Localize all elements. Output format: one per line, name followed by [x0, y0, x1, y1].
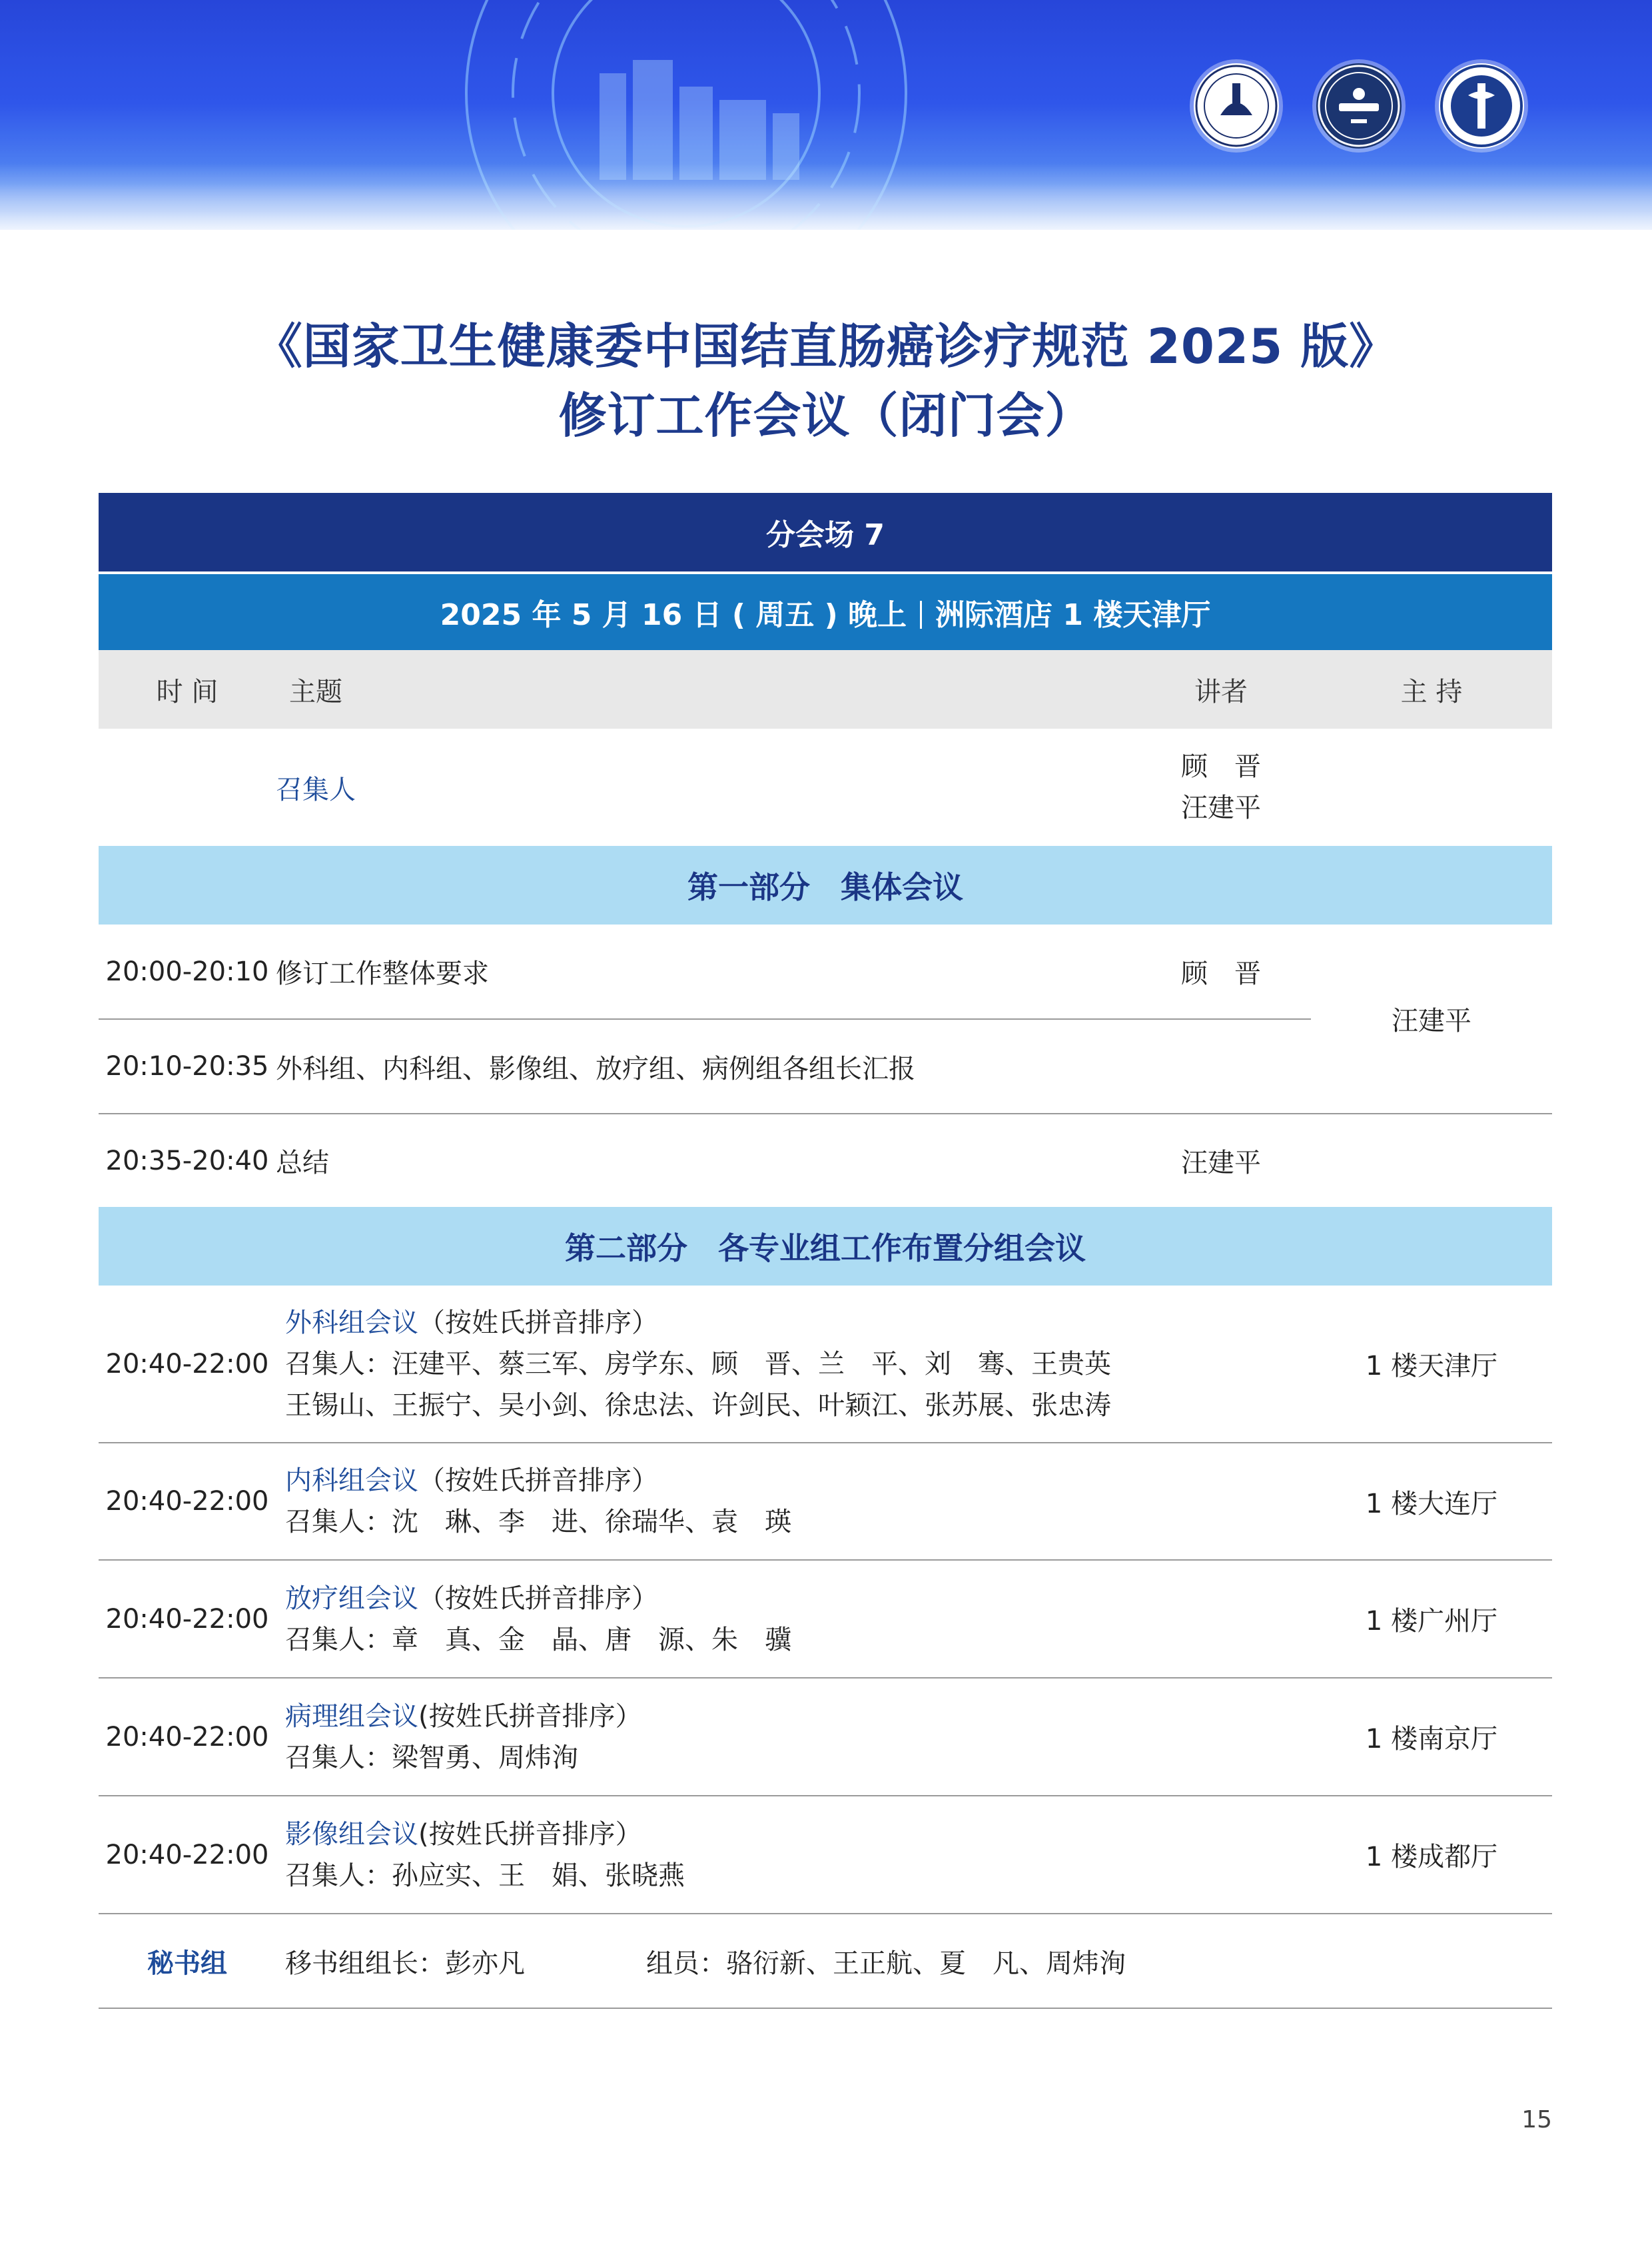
part2-row-5-line1: 召集人：孙应实、王 娟、张晓燕: [285, 1860, 685, 1891]
part2-row-3-content: [276, 1560, 1311, 1678]
part2-row-surgery: [99, 1286, 1552, 1443]
part1-row-1-topic: 修订工作整体要求: [276, 925, 1131, 1019]
zhejiang-anti-cancer-association-logo: [1439, 63, 1524, 149]
convener-label: 召集人: [276, 774, 356, 805]
part2-row-pathology: [99, 1678, 1552, 1796]
zhejiang-university-logo: [1194, 63, 1279, 149]
part2-row-5-heading: [285, 1814, 1311, 1855]
part1-row-3-time: 20:35-20:40: [105, 1145, 269, 1176]
part2-row-1-line2: 王锡山、王振宁、吴小剑、徐忠法、许剑民、叶颖江、张苏展、张忠涛: [285, 1389, 1111, 1421]
part2-row-1-group: 外科组会议: [285, 1307, 418, 1338]
part2-row-1-line1: 召集人：汪建平、蔡三军、房学东、顾 晋、兰 平、刘 骞、王贵英: [285, 1348, 1111, 1379]
column-header-row: [99, 650, 1552, 729]
date-venue-separator: [920, 601, 922, 629]
part2-title: 第二部分 各专业组工作布置分组会议: [99, 1207, 1552, 1286]
part1-row-3: [99, 1114, 1552, 1207]
col-topic-header: 主题: [276, 650, 1131, 729]
page-number: 15: [1521, 2106, 1552, 2133]
part2-row-1-content: [276, 1286, 1311, 1443]
zheyi-er-yuan-logo: [1316, 63, 1402, 149]
date-row: [99, 573, 1552, 650]
part1-row-1-speaker: 顾 晋: [1131, 925, 1311, 1019]
part2-row-3-room: 1 楼广州厅: [1311, 1560, 1552, 1678]
part2-row-3-time: 20:40-22:00: [99, 1560, 276, 1678]
secretariat-members: 组员：骆衍新、王正航、夏 凡、周炜洵: [646, 1948, 1126, 1979]
secretariat-row: [99, 1914, 1552, 2008]
part1-host: 汪建平: [1311, 925, 1552, 1114]
session-date: 2025 年 5 月 16 日 ( 周五 ) 晚上: [440, 598, 907, 632]
part2-row-3-note: （按姓氏拼音排序）: [418, 1583, 658, 1614]
convener-name-2: 汪建平: [1181, 793, 1261, 823]
session-venue: 洲际酒店 1 楼天津厅: [935, 598, 1211, 632]
part2-row-2-group: 内科组会议: [285, 1465, 418, 1496]
part2-row-5-time: 20:40-22:00: [99, 1796, 276, 1914]
part2-row-imaging: [99, 1796, 1552, 1914]
part1-row-2-topic: 外科组、内科组、影像组、放疗组、病例组各组长汇报: [276, 1019, 1131, 1114]
convener-row: [99, 729, 1552, 846]
part2-row-4-room: 1 楼南京厅: [1311, 1678, 1552, 1796]
part2-row-1-time: 20:40-22:00: [99, 1286, 276, 1443]
part2-row-radiotherapy: [99, 1560, 1552, 1678]
part1-header-row: [99, 846, 1552, 925]
part2-row-5-note: (按姓氏拼音排序）: [418, 1818, 642, 1850]
part2-row-3-heading: [285, 1578, 1311, 1619]
session-row: [99, 493, 1552, 573]
schedule-table: [99, 493, 1552, 2009]
part2-row-5-content: [276, 1796, 1311, 1914]
part2-row-4-time: 20:40-22:00: [99, 1678, 276, 1796]
part2-row-5-group: 影像组会议: [285, 1818, 418, 1850]
part2-row-3-group: 放疗组会议: [285, 1583, 418, 1614]
part2-row-2-room: 1 楼大连厅: [1311, 1443, 1552, 1560]
part2-row-4-heading: [285, 1696, 1311, 1737]
part1-row-1-time: 20:00-20:10: [99, 925, 276, 1019]
part1-row-2-time: 20:10-20:35: [99, 1019, 276, 1114]
part2-row-5-room: 1 楼成都厅: [1311, 1796, 1552, 1914]
part2-row-4-line1: 召集人：梁智勇、周炜洵: [285, 1742, 578, 1773]
part1-row-1: [99, 925, 1552, 1019]
banner-fade: [0, 163, 1652, 230]
part2-row-2-line1: 召集人：沈 琳、李 进、徐瑞华、袁 瑛: [285, 1507, 791, 1537]
part1-row-3-topic: 总结: [276, 1148, 329, 1178]
convener-names: [1131, 729, 1311, 846]
part2-row-2-note: （按姓氏拼音排序）: [418, 1465, 658, 1496]
header-banner: [0, 0, 1652, 230]
document-title-line1: 《国家卫生健康委中国结直肠癌诊疗规范 2025 版》: [254, 318, 1398, 374]
part1-title: 第一部分 集体会议: [99, 846, 1552, 925]
convener-name-1: 顾 晋: [1181, 751, 1261, 782]
part1-row-2-speaker: [1131, 1019, 1311, 1114]
secretariat-label: 秘书组: [99, 1914, 276, 2008]
part2-row-2-content: [276, 1443, 1311, 1560]
part2-row-4-content: [276, 1678, 1311, 1796]
secretariat-leader: 移书组组长：彭亦凡: [285, 1948, 525, 1979]
part1-row-3-speaker: 汪建平: [1181, 1148, 1261, 1178]
session-name: 分会场 7: [99, 493, 1552, 573]
part2-row-2-heading: [285, 1460, 1311, 1501]
part2-row-1-room: 1 楼天津厅: [1311, 1286, 1552, 1443]
part2-row-3-line1: 召集人：章 真、金 晶、唐 源、朱 骥: [285, 1624, 791, 1655]
part2-row-1-heading: [285, 1302, 1311, 1343]
part2-row-2-time: 20:40-22:00: [99, 1443, 276, 1560]
part2-row-medical: [99, 1443, 1552, 1560]
col-speaker-header: 讲者: [1131, 650, 1311, 729]
session-datetime: [99, 573, 1552, 650]
part2-header-row: [99, 1207, 1552, 1286]
part2-row-4-group: 病理组会议: [285, 1700, 418, 1732]
part2-row-4-note: (按姓氏拼音排序）: [418, 1700, 642, 1732]
col-host-header: 主 持: [1311, 650, 1552, 729]
secretariat-content: [276, 1914, 1552, 2008]
document-title-line2: 修订工作会议（闭门会）: [558, 388, 1094, 444]
col-time-header: 时 间: [99, 650, 276, 729]
part2-row-1-note: （按姓氏拼音排序）: [418, 1307, 658, 1338]
